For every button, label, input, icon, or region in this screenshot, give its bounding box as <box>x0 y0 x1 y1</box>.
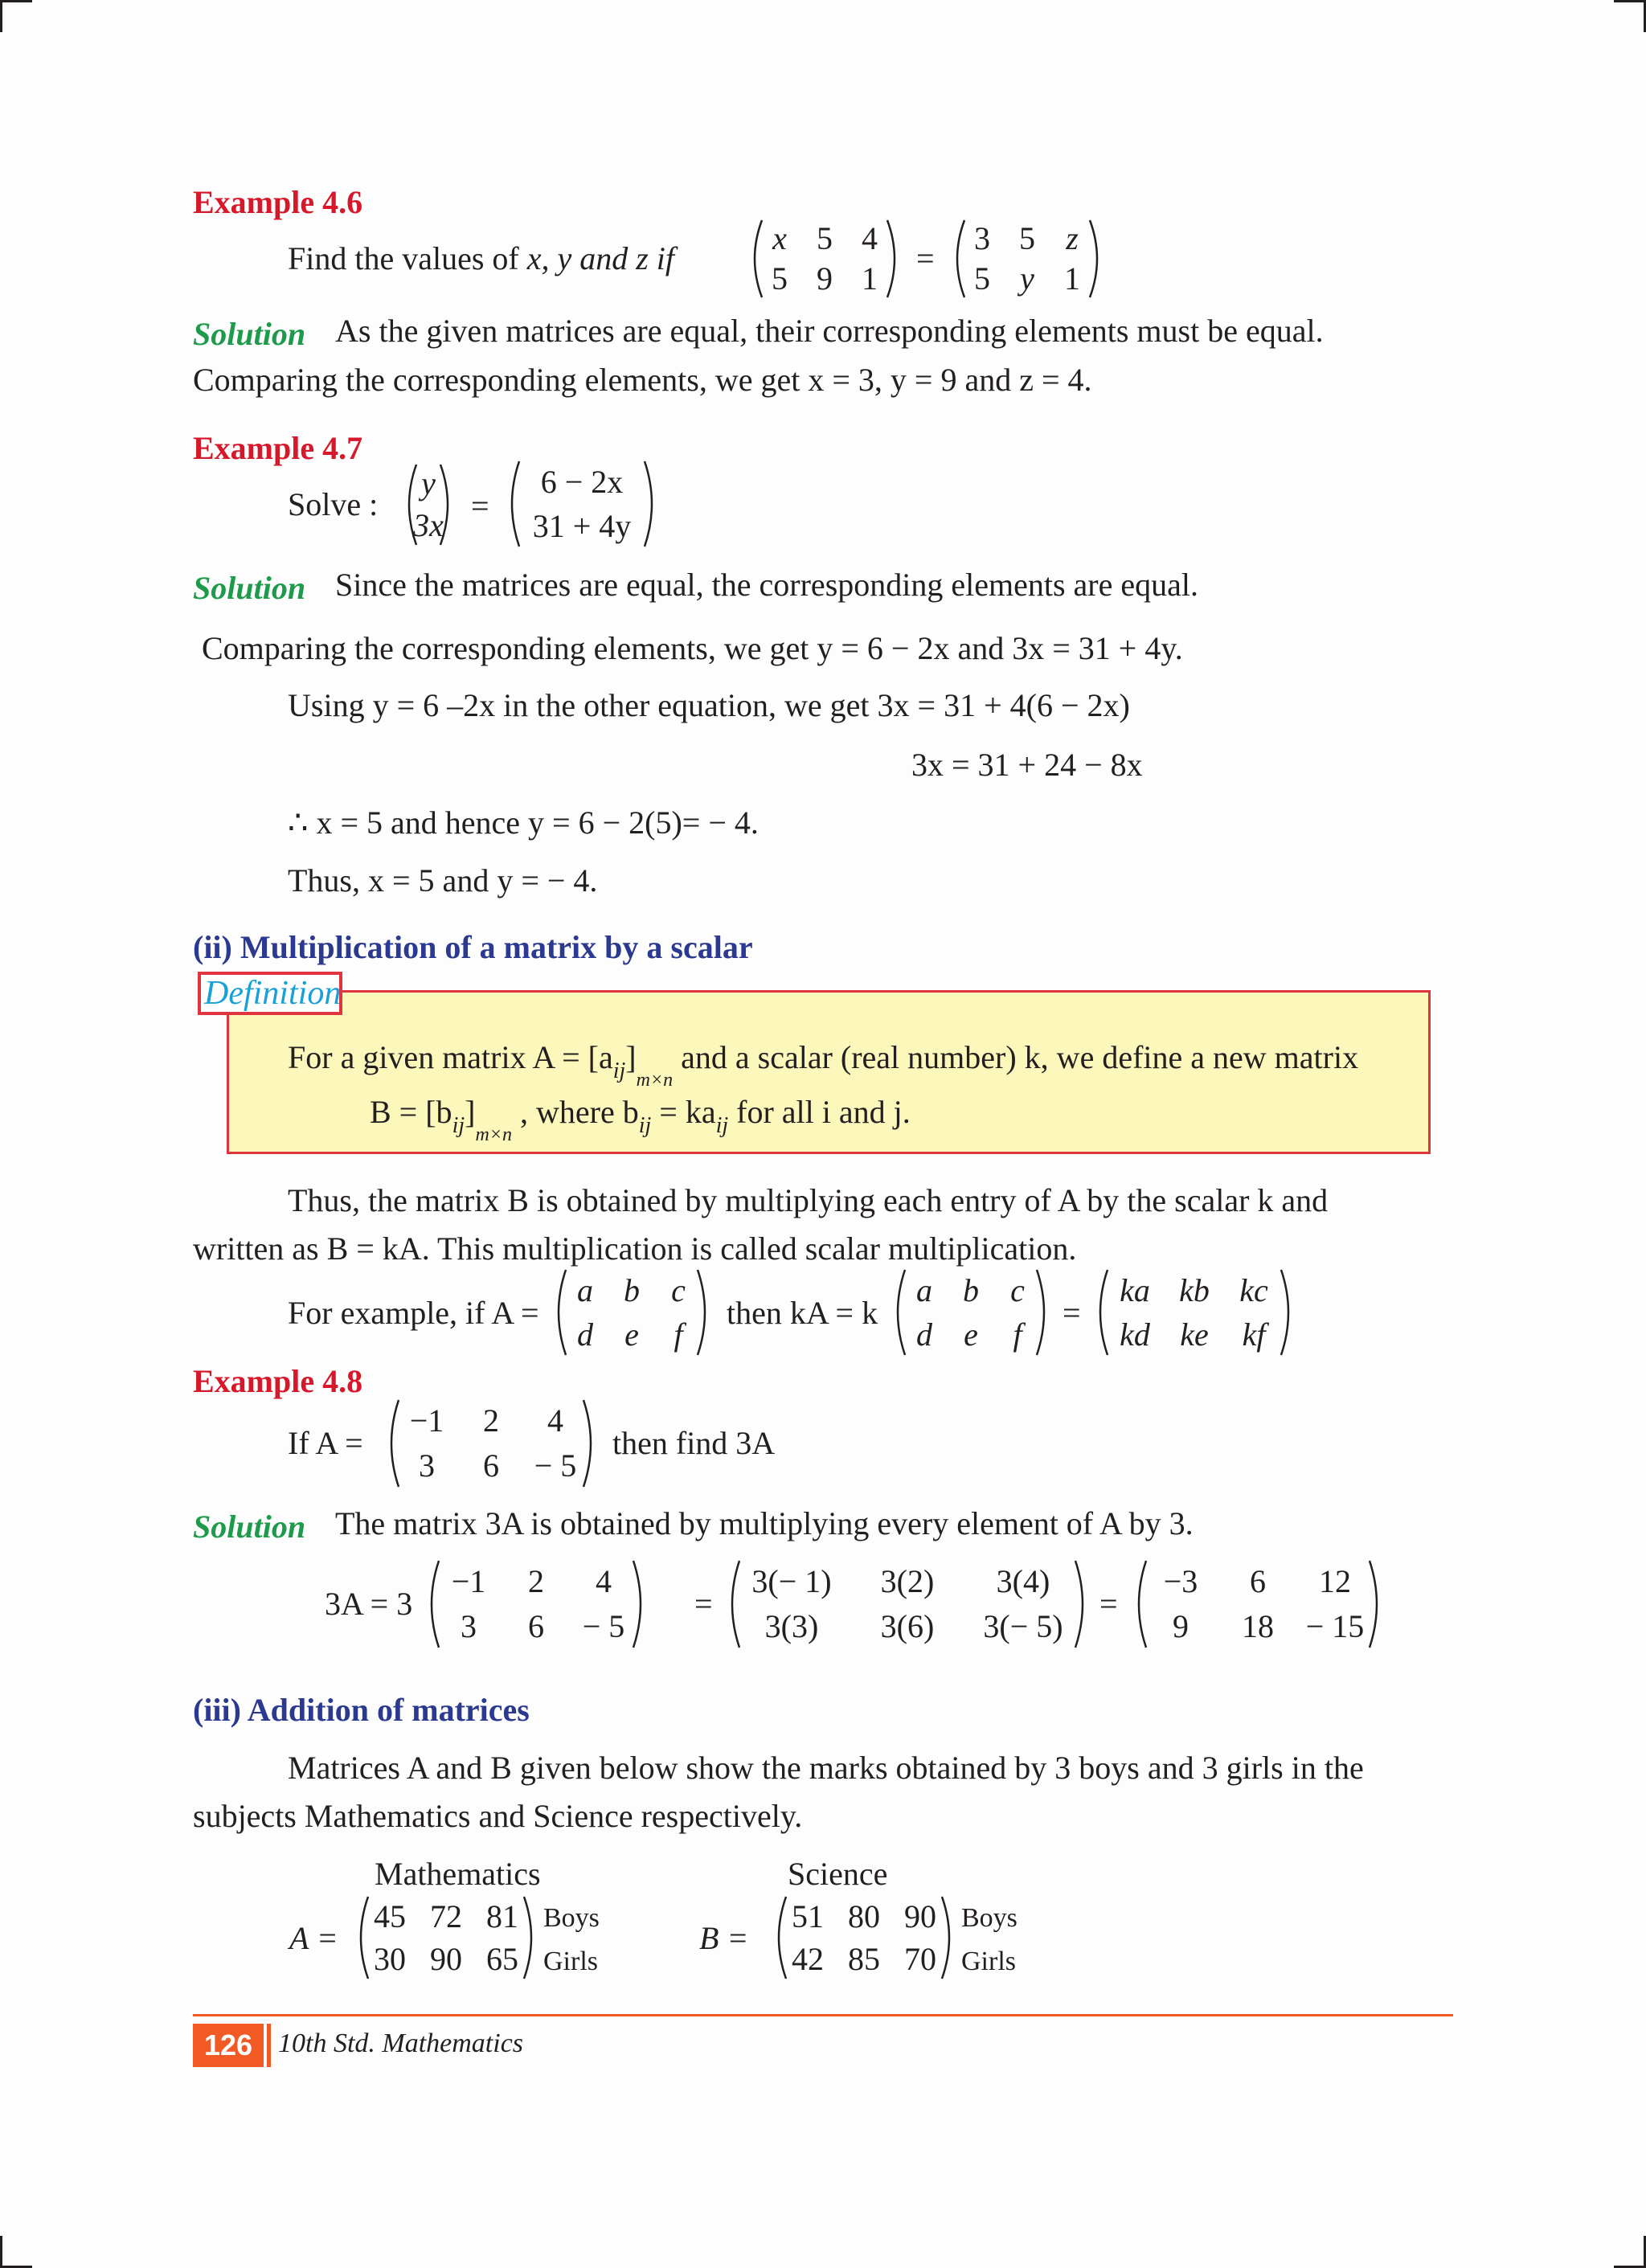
matrix-cell: 9 <box>817 260 833 297</box>
example-matrix-abc <box>550 1268 714 1357</box>
matrix-cell: 4 <box>596 1563 612 1599</box>
footer-divider <box>267 2024 271 2067</box>
matrix-cell: 5 <box>817 220 833 256</box>
matrix-cell: 1 <box>862 260 878 297</box>
ex48-calc-matrix-1 <box>423 1559 649 1649</box>
for-example-text: For example, if A = <box>288 1295 539 1331</box>
ex47-left-matrix <box>400 463 457 547</box>
def-subscript: ij <box>638 1113 652 1138</box>
marks-matrix-a <box>352 1895 540 1980</box>
matrix-cell: 4 <box>547 1402 563 1439</box>
ex47-line5: ∴ x = 5 and hence y = 6 − 2(5)= − 4. <box>288 804 759 841</box>
section3-para-line2: subjects Mathematics and Science respectively. <box>193 1798 803 1834</box>
definition-line1: For a given matrix $A = [a_{ij}]_{m\times n}$ and a scalar (real number) k, we define a new matrix <box>288 1039 1359 1091</box>
matrix-cell: 45 <box>374 1898 406 1934</box>
mathematics-label: Mathematics <box>375 1856 541 1892</box>
matrix-a-row-label-boys: Boys <box>543 1903 600 1933</box>
matrix-cell: 3(3) <box>764 1608 819 1644</box>
example-matrix-kabc <box>1091 1268 1297 1357</box>
matrix-cell: 3(2) <box>880 1563 935 1599</box>
matrix-cell: f <box>1013 1316 1022 1353</box>
ex47-prompt: Solve : <box>288 486 379 522</box>
def-text: B = [b <box>370 1094 452 1130</box>
ex48-prompt: If A = <box>288 1425 363 1461</box>
matrix-cell: 90 <box>904 1898 936 1934</box>
matrix-cell: y <box>1020 260 1034 297</box>
matrix-cell: e <box>624 1316 639 1353</box>
crop-mark <box>0 0 32 2</box>
matrix-cell: a <box>577 1271 593 1308</box>
section-heading-addition: (iii) Addition of matrices <box>193 1692 530 1728</box>
science-label: Science <box>788 1856 888 1892</box>
matrix-cell: c <box>1010 1271 1025 1308</box>
equals-sign: = <box>694 1586 713 1622</box>
def-subscript: m×n <box>636 1070 674 1091</box>
crop-mark <box>0 2236 2 2268</box>
prompt-vars: x, y and z if <box>526 240 675 276</box>
ex48-solution-line1: The matrix 3A is obtained by multiplying every element of A by 3. <box>335 1505 1194 1541</box>
matrix-cell: 42 <box>792 1940 824 1977</box>
matrix-cell: 5 <box>772 260 788 297</box>
matrix-cell: 70 <box>904 1940 936 1977</box>
ex48-calc-matrix-2 <box>723 1559 1091 1649</box>
matrix-cell: 3 <box>419 1447 435 1484</box>
matrix-cell: 6 <box>483 1447 499 1484</box>
matrix-cell: 3(− 1) <box>751 1563 832 1599</box>
matrix-cell: 65 <box>486 1940 518 1977</box>
matrix-cell: kd <box>1120 1316 1150 1353</box>
matrix-cell: 2 <box>483 1402 499 1439</box>
matrix-cell: 80 <box>848 1898 880 1934</box>
matrix-cell: a <box>916 1271 932 1308</box>
matrix-cell: e <box>964 1316 978 1353</box>
def-subscript: m×n <box>475 1124 512 1145</box>
matrix-cell: 4 <box>862 220 878 256</box>
matrix-cell: 3(4) <box>996 1563 1050 1599</box>
section3-para-line1: Matrices A and B given below show the marks obtained by 3 boys and 3 girls in the <box>288 1750 1364 1786</box>
ex47-line4: 3x = 31 + 24 − 8x <box>911 747 1143 783</box>
section2-para-line2: written as B = kA. This multiplication is called scalar multiplication. <box>193 1230 1077 1267</box>
matrix-b-row-label-girls: Girls <box>961 1947 1016 1976</box>
def-text: , where b <box>511 1094 639 1130</box>
equals-sign: = <box>471 488 489 524</box>
def-text: = ka <box>651 1094 716 1130</box>
ex48-matrix-a <box>383 1398 600 1488</box>
matrix-cell: 6 <box>1250 1563 1266 1599</box>
ex47-right-matrix <box>503 460 661 548</box>
matrix-cell: b <box>963 1271 979 1308</box>
matrix-cell: 5 <box>974 260 990 297</box>
matrix-cell: 51 <box>792 1898 824 1934</box>
def-subscript: ij <box>715 1113 729 1138</box>
matrix-cell: f <box>674 1316 683 1353</box>
matrix-cell: 18 <box>1242 1608 1274 1644</box>
def-text: for all i and j. <box>728 1094 911 1130</box>
matrix-cell: − 5 <box>582 1608 625 1644</box>
matrix-cell: y <box>421 465 436 501</box>
matrix-cell: 31 + 4y <box>532 507 632 544</box>
matrix-cell: ke <box>1180 1316 1209 1353</box>
ex48-calc-matrix-3 <box>1130 1559 1386 1649</box>
crop-mark <box>0 0 2 32</box>
matrix-cell: z <box>1066 220 1079 256</box>
definition-tag: Definition <box>198 972 342 1015</box>
equals-sign: = <box>1099 1586 1118 1622</box>
def-text: For a given matrix A = [a <box>288 1039 613 1075</box>
matrix-cell: 6 <box>528 1608 544 1644</box>
matrix-b-row-label-boys: Boys <box>961 1903 1017 1933</box>
ex46-solution-line1: As the given matrices are equal, their corresponding elements must be equal. <box>335 313 1324 349</box>
definition-line2: $B = [b_{ij}]_{m\times n}$ , where $b_{ij} = ka_{ij}$ for all i and j. <box>370 1094 911 1145</box>
then-ka-text: then kA = k <box>727 1295 878 1331</box>
matrix-cell: 3(6) <box>880 1608 935 1644</box>
matrix-cell: c <box>671 1271 686 1308</box>
def-subscript: ij <box>452 1113 465 1138</box>
matrix-cell: 3 <box>461 1608 477 1644</box>
example-4-8-label: Example 4.8 <box>193 1363 363 1399</box>
marks-matrix-b <box>770 1895 958 1980</box>
matrix-a-label: A = <box>289 1920 338 1956</box>
matrix-cell: 9 <box>1173 1608 1189 1644</box>
example-matrix-abc-2 <box>889 1268 1053 1357</box>
matrix-cell: 72 <box>430 1898 462 1934</box>
footer-rule <box>193 2014 1453 2016</box>
matrix-cell: b <box>624 1271 640 1308</box>
solution-label: Solution <box>193 1509 306 1545</box>
ex48-calc-pre: 3A = 3 <box>325 1586 413 1622</box>
matrix-cell: 3(− 5) <box>983 1608 1063 1644</box>
matrix-cell: 90 <box>430 1940 462 1977</box>
matrix-cell: −3 <box>1163 1563 1198 1599</box>
matrix-cell: d <box>577 1316 593 1353</box>
matrix-cell: ka <box>1120 1271 1150 1308</box>
matrix-cell: − 15 <box>1305 1608 1365 1644</box>
solution-label: Solution <box>193 316 306 352</box>
book-title: 10th Std. Mathematics <box>278 2029 524 2058</box>
matrix-cell: 2 <box>528 1563 544 1599</box>
example-4-6-prompt <box>288 240 675 276</box>
ex46-solution-line2: Comparing the corresponding elements, we get x = 3, y = 9 and z = 4. <box>193 362 1092 398</box>
page-number: 126 <box>193 2024 264 2067</box>
matrix-cell: x <box>772 220 787 256</box>
ex47-line2: Comparing the corresponding elements, we get y = 6 − 2x and 3x = 31 + 4y. <box>202 630 1183 666</box>
matrix-cell: 30 <box>374 1940 406 1977</box>
matrix-cell: −1 <box>451 1563 486 1599</box>
section2-para-line1: Thus, the matrix B is obtained by multiplying each entry of A by the scalar k and <box>288 1182 1329 1218</box>
matrix-cell: 6 − 2x <box>540 463 624 500</box>
equals-sign: = <box>916 240 935 276</box>
matrix-cell: 12 <box>1319 1563 1351 1599</box>
matrix-cell: kc <box>1239 1271 1268 1308</box>
ex47-line6: Thus, x = 5 and y = − 4. <box>288 862 598 899</box>
def-subscript: ij <box>612 1058 626 1083</box>
matrix-cell: d <box>916 1316 932 1353</box>
ex47-solution-line1: Since the matrices are equal, the corresponding elements are equal. <box>335 567 1198 603</box>
matrix-b-label: B = <box>699 1920 749 1956</box>
matrix-cell: 1 <box>1064 260 1080 297</box>
matrix-cell: −1 <box>409 1402 444 1439</box>
example-4-6-label: Example 4.6 <box>193 184 363 220</box>
crop-mark <box>1614 0 1646 2</box>
matrix-cell: 3x <box>413 507 444 543</box>
def-text: and a scalar (real number) k, we define a new matrix <box>673 1039 1359 1075</box>
ex46-right-matrix <box>948 219 1106 299</box>
prompt-text: Find the values of <box>288 240 527 276</box>
matrix-a-row-label-girls: Girls <box>543 1947 598 1976</box>
matrix-cell: 81 <box>486 1898 518 1934</box>
ex46-left-matrix <box>746 219 903 299</box>
ex47-line3: Using y = 6 –2x in the other equation, we get 3x = 31 + 4(6 − 2x) <box>288 687 1130 723</box>
matrix-cell: − 5 <box>534 1447 577 1484</box>
ex48-prompt-post: then find 3A <box>612 1425 776 1461</box>
matrix-cell: 5 <box>1019 220 1035 256</box>
matrix-cell: kb <box>1179 1271 1210 1308</box>
example-4-7-label: Example 4.7 <box>193 430 363 466</box>
solution-label: Solution <box>193 570 306 606</box>
matrix-cell: kf <box>1242 1316 1266 1353</box>
section-heading-scalar-multiplication: (ii) Multiplication of a matrix by a scalar <box>193 929 753 965</box>
equals-sign: = <box>1063 1295 1081 1331</box>
matrix-cell: 85 <box>848 1940 880 1977</box>
matrix-cell: 3 <box>974 220 990 256</box>
